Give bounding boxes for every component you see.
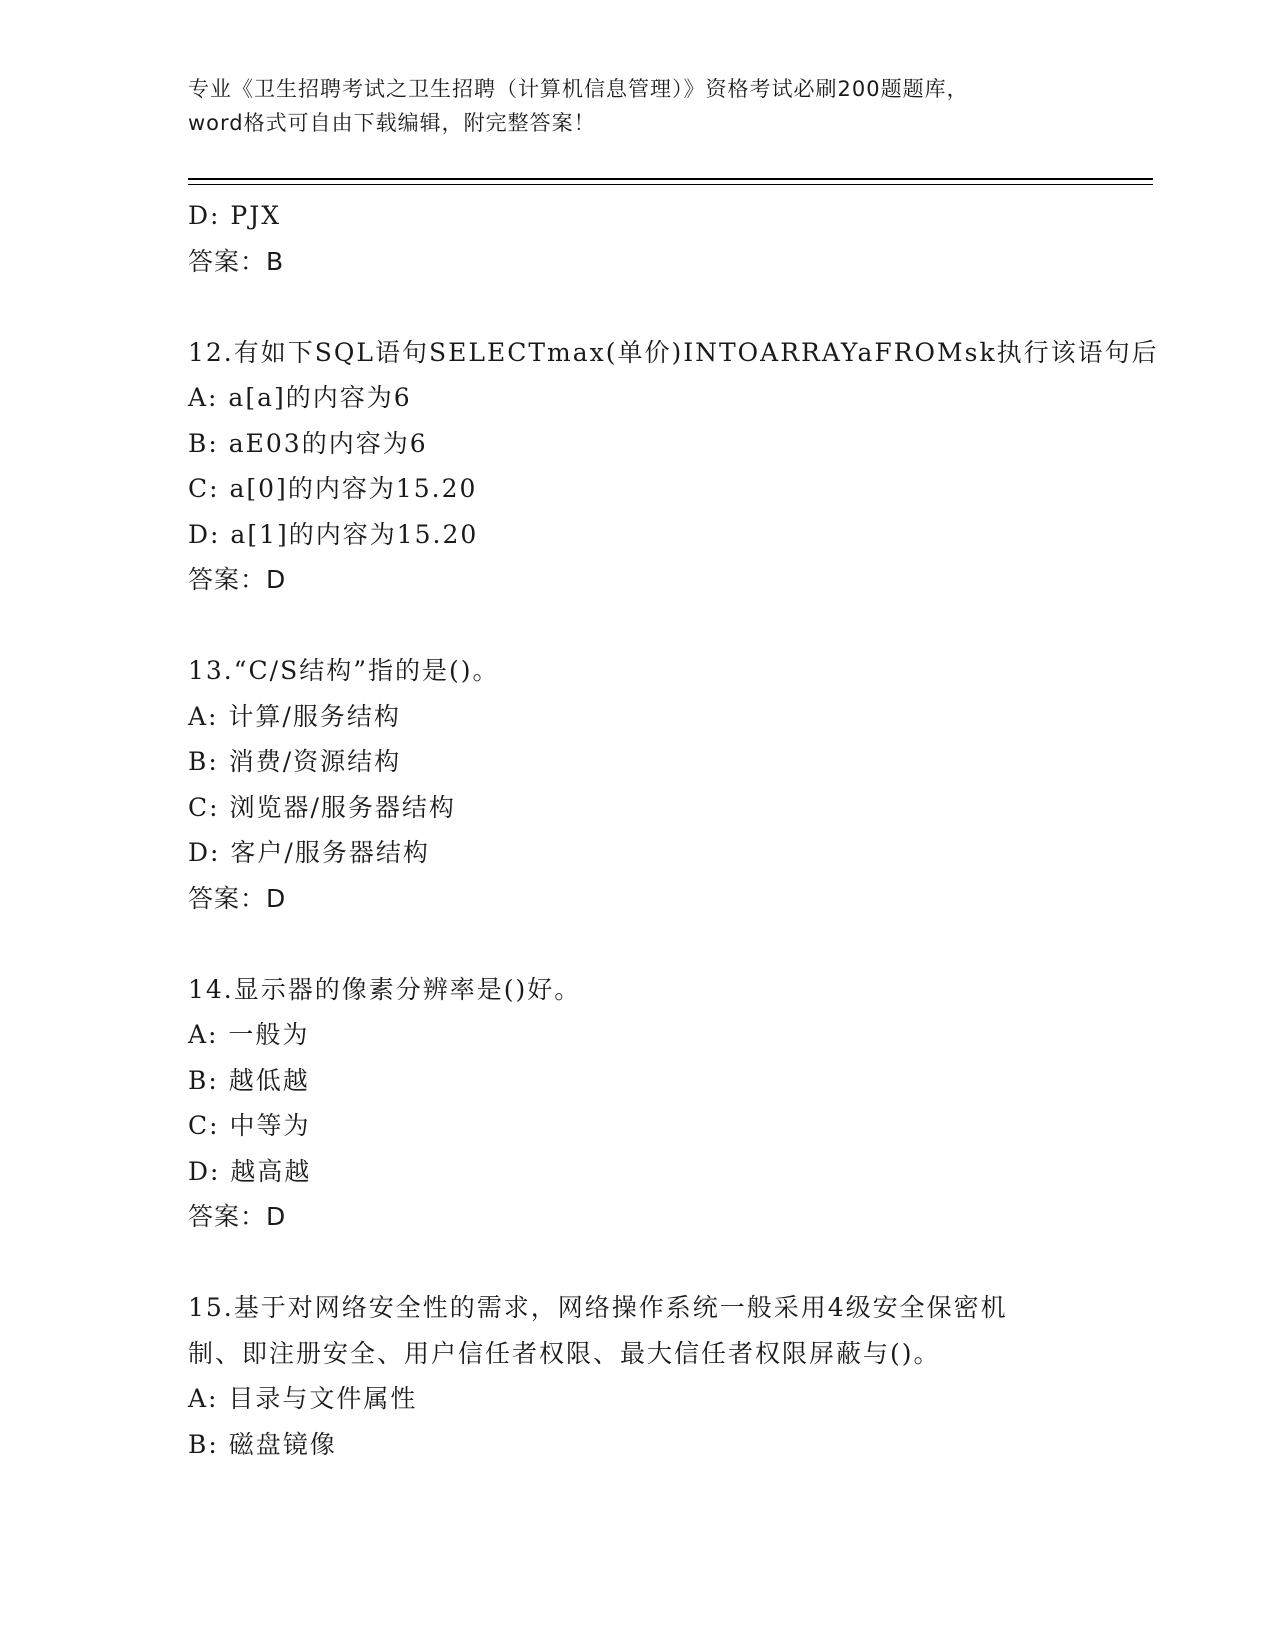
question-content (188, 193, 1159, 1467)
option-a: A: 一般为 (188, 1020, 310, 1049)
question-14 (188, 967, 1088, 1240)
question-12 (188, 330, 1159, 603)
answer-line: 答案：D (188, 883, 287, 913)
spacer (188, 921, 1088, 967)
option-c: C: 中等为 (188, 1111, 311, 1140)
question-15 (188, 1285, 1088, 1467)
question-stem: 12.有如下SQL语句SELECTmax(单价)INTOARRAYaFROMsk执行该语句后 (188, 337, 1159, 367)
header-line-1: 专业《卫生招聘考试之卫生招聘（计算机信息管理）》资格考试必刷200题题库， (188, 77, 969, 101)
question-stem-line-1: 15.基于对网络安全性的需求，网络操作系统一般采用4级安全保密机 (188, 1293, 1008, 1322)
spacer (188, 284, 1088, 330)
option-b: B: aE03的内容为6 (188, 428, 428, 458)
option-d: D: a[1]的内容为15.20 (188, 519, 479, 549)
header-line-2: word格式可自由下载编辑，附完整答案！ (188, 111, 596, 135)
answer-line: 答案：B (188, 246, 285, 276)
answer-line: 答案：D (188, 1202, 287, 1231)
answer-line: 答案：D (188, 565, 287, 594)
option-c: C: a[0]的内容为15.20 (188, 474, 478, 503)
option-b: B: 消费/资源结构 (188, 747, 402, 776)
question-stem: 13.“C/S结构”指的是()。 (188, 656, 500, 685)
option-a: A: 目录与文件属性 (188, 1384, 418, 1413)
question-13 (188, 648, 1088, 921)
prev-question-tail (188, 193, 1088, 284)
question-stem-line-2: 制、即注册安全、用户信任者权限、最大信任者权限屏蔽与()。 (188, 1338, 941, 1368)
header-rule-thick (188, 178, 1153, 180)
page-header (188, 72, 1088, 140)
option-d: D: PJX (188, 201, 282, 230)
option-a: A: a[a]的内容为6 (188, 383, 412, 412)
option-d: D: 越高越 (188, 1156, 312, 1186)
spacer (188, 1240, 1088, 1286)
question-stem: 14.显示器的像素分辨率是()好。 (188, 974, 582, 1004)
option-b: B: 磁盘镜像 (188, 1429, 337, 1459)
option-a: A: 计算/服务结构 (188, 701, 401, 731)
header-rule-thin (188, 184, 1153, 185)
option-c: C: 浏览器/服务器结构 (188, 792, 456, 822)
option-d: D: 客户/服务器结构 (188, 838, 430, 867)
spacer (188, 603, 1088, 649)
option-b: B: 越低越 (188, 1065, 310, 1095)
